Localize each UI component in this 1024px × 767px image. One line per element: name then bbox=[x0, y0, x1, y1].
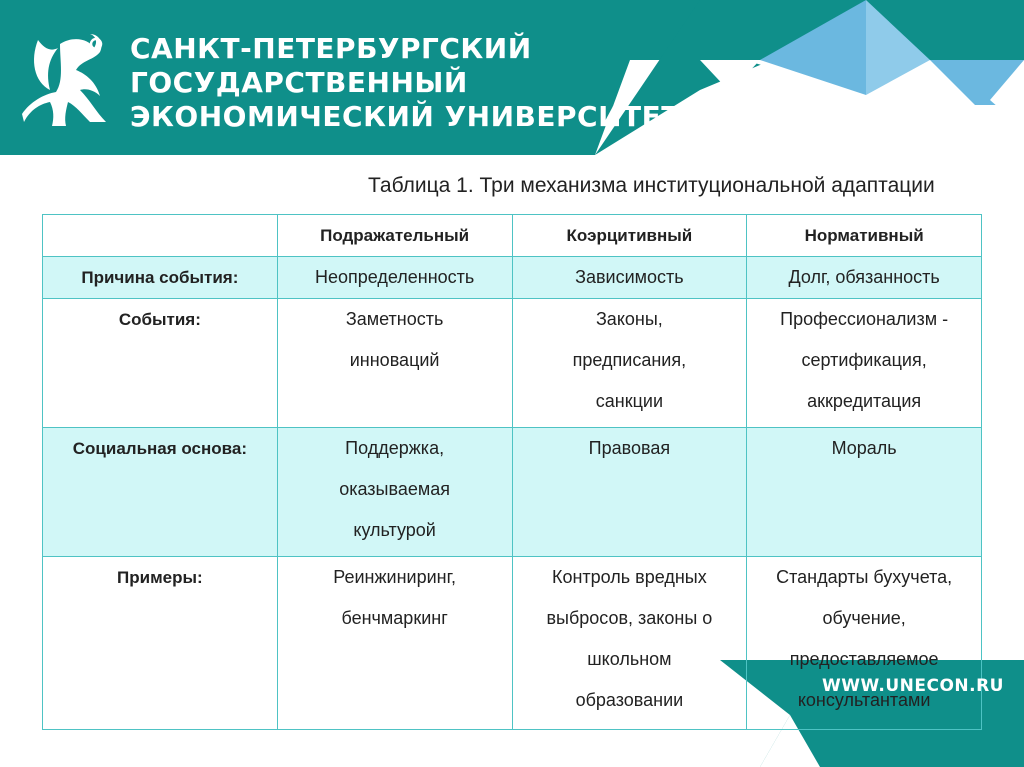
cell-line: предоставляемое bbox=[789, 649, 939, 669]
university-name-line-2: ГОСУДАРСТВЕННЫЙ bbox=[130, 66, 468, 99]
cell-line: Реинжиниринг, bbox=[333, 567, 456, 587]
cell-line: обучение, bbox=[822, 608, 906, 628]
cell-line: Долг, обязанность bbox=[788, 267, 940, 287]
row-label: Социальная основа: bbox=[43, 428, 278, 557]
university-name bbox=[130, 32, 681, 134]
university-name-line-3: ЭКОНОМИЧЕСКИЙ УНИВЕРСИТЕТ bbox=[130, 100, 681, 133]
cell-line: Правовая bbox=[588, 438, 671, 458]
table-header-cell bbox=[43, 215, 278, 257]
cell-line: санкции bbox=[595, 391, 663, 411]
row-label: Примеры: bbox=[43, 557, 278, 730]
table-cell bbox=[512, 428, 747, 557]
row-label: События: bbox=[43, 299, 278, 428]
table-row bbox=[43, 299, 982, 428]
cell-line: Контроль вредных bbox=[551, 567, 707, 587]
table-row bbox=[43, 557, 982, 730]
cell-line: образовании bbox=[575, 690, 684, 710]
cell-line: Законы, bbox=[595, 309, 663, 329]
table-cell bbox=[512, 299, 747, 428]
cell-line: Неопределенность bbox=[314, 267, 475, 287]
cell-line: Мораль bbox=[831, 438, 897, 458]
cell-line: консультантами bbox=[797, 690, 931, 710]
table-cell bbox=[277, 557, 512, 730]
table-cell bbox=[277, 428, 512, 557]
cell-line: культурой bbox=[353, 520, 436, 540]
university-name-line-1: САНКТ-ПЕТЕРБУРГСКИЙ bbox=[130, 32, 532, 65]
cell-line: выбросов, законы о bbox=[546, 608, 713, 628]
table-cell bbox=[747, 299, 982, 428]
cell-line: Зависимость bbox=[575, 267, 684, 287]
griffin-logo-icon bbox=[20, 30, 120, 134]
table-cell bbox=[747, 557, 982, 730]
cell-line: предписания, bbox=[572, 350, 687, 370]
table-row bbox=[43, 257, 982, 299]
cell-line: Поддержка, bbox=[345, 438, 445, 458]
cell-line: аккредитация bbox=[807, 391, 922, 411]
table-header-cell: Подражательный bbox=[277, 215, 512, 257]
table-header-cell: Коэрцитивный bbox=[512, 215, 747, 257]
table-caption: Таблица 1. Три механизма институциональной адаптации bbox=[368, 174, 935, 197]
cell-line: оказываемая bbox=[339, 479, 451, 499]
row-label: Причина события: bbox=[43, 257, 278, 299]
table-cell bbox=[747, 257, 982, 299]
table-cell bbox=[277, 299, 512, 428]
cell-line: сертификация, bbox=[801, 350, 927, 370]
cell-line: Стандарты бухучета, bbox=[776, 567, 953, 587]
table-cell bbox=[747, 428, 982, 557]
cell-line: Профессионализм - bbox=[780, 309, 949, 329]
mechanisms-table bbox=[42, 214, 982, 730]
table-header-cell: Нормативный bbox=[747, 215, 982, 257]
website-watermark: WWW.UNECON.RU bbox=[822, 676, 1004, 696]
cell-line: школьном bbox=[587, 649, 672, 669]
table-header-row bbox=[43, 215, 982, 257]
table-row bbox=[43, 428, 982, 557]
cell-line: Заметность bbox=[345, 309, 444, 329]
table-cell bbox=[512, 257, 747, 299]
cell-line: инноваций bbox=[349, 350, 440, 370]
cell-line: бенчмаркинг bbox=[341, 608, 448, 628]
table-cell bbox=[277, 257, 512, 299]
table-cell bbox=[512, 557, 747, 730]
